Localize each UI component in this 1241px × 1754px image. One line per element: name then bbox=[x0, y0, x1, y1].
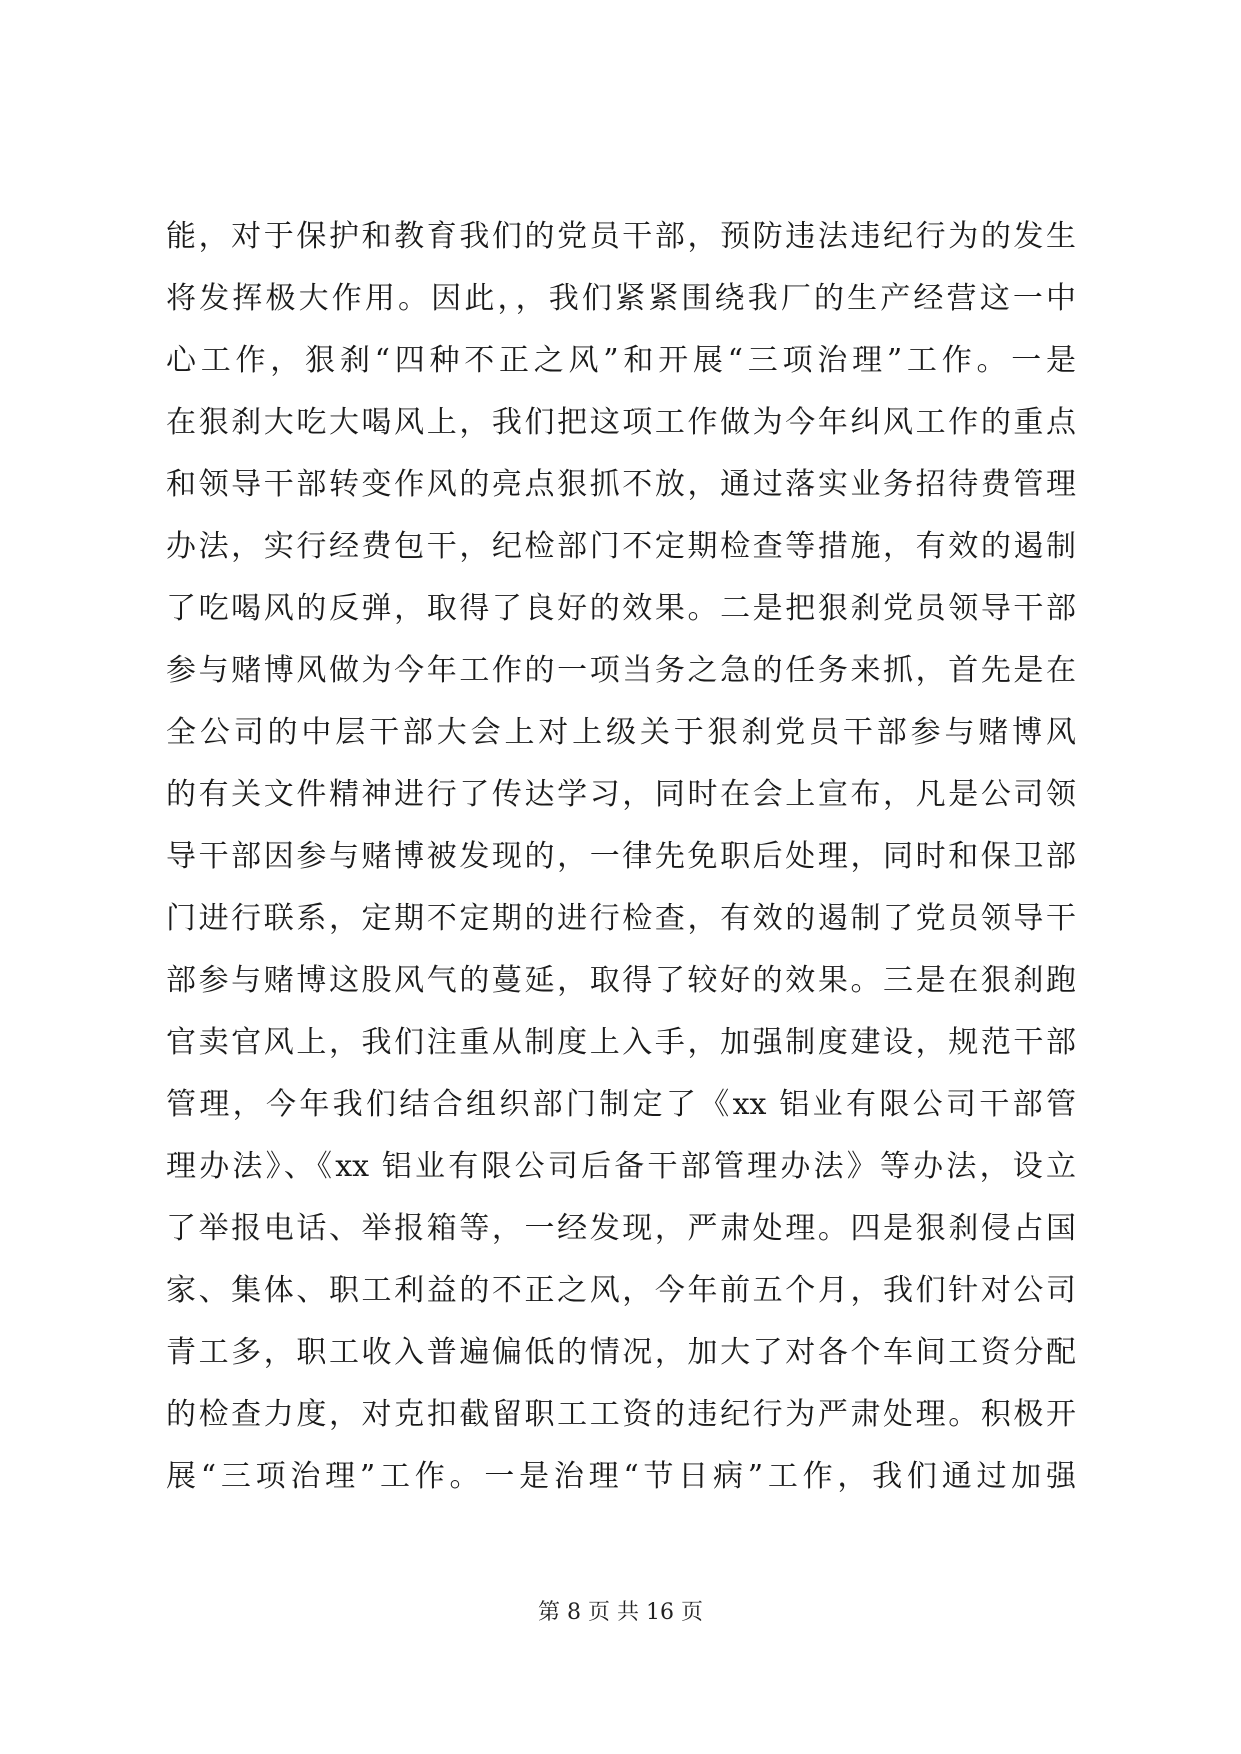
text-line: 能，对于保护和教育我们的党员干部，预防违法违纪行为的发生 bbox=[166, 219, 1076, 254]
text-line: 了吃喝风的反弹，取得了良好的效果。二是把狠刹党员领导干部 bbox=[166, 591, 1076, 626]
text-line: 导干部因参与赌博被发现的，一律先免职后处理，同时和保卫部 bbox=[166, 839, 1076, 874]
text-line: 办法，实行经费包干，纪检部门不定期检查等措施，有效的遏制 bbox=[166, 529, 1076, 564]
text-line: 青工多，职工收入普遍偏低的情况，加大了对各个车间工资分配 bbox=[166, 1335, 1076, 1370]
text-line: 的检查力度，对克扣截留职工工资的违纪行为严肃处理。积极开 bbox=[166, 1397, 1076, 1432]
text-line: 部参与赌博这股风气的蔓延，取得了较好的效果。三是在狠刹跑 bbox=[166, 963, 1076, 998]
text-line: 家、集体、职工利益的不正之风，今年前五个月，我们针对公司 bbox=[166, 1273, 1076, 1308]
text-line: 和领导干部转变作风的亮点狠抓不放，通过落实业务招待费管理 bbox=[166, 467, 1076, 502]
text-line: 心工作，狠刹“四种不正之风”和开展“三项治理”工作。一是 bbox=[166, 343, 1076, 378]
text-line: 展“三项治理”工作。一是治理“节日病”工作，我们通过加强 bbox=[166, 1459, 1076, 1494]
text-line: 参与赌博风做为今年工作的一项当务之急的任务来抓，首先是在 bbox=[166, 653, 1076, 688]
text-line: 全公司的中层干部大会上对上级关于狠刹党员干部参与赌博风 bbox=[166, 715, 1076, 750]
page-number-footer: 第 8 页 共 16 页 bbox=[538, 1600, 703, 1625]
text-line: 在狠刹大吃大喝风上，我们把这项工作做为今年纠风工作的重点 bbox=[166, 405, 1076, 440]
text-line: 将发挥极大作用。因此，，我们紧紧围绕我厂的生产经营这一中 bbox=[166, 281, 1076, 316]
text-line: 门进行联系，定期不定期的进行检查，有效的遏制了党员领导干 bbox=[166, 901, 1076, 936]
text-line: 了举报电话、举报箱等，一经发现，严肃处理。四是狠刹侵占国 bbox=[166, 1211, 1076, 1246]
text-line: 官卖官风上，我们注重从制度上入手，加强制度建设，规范干部 bbox=[166, 1025, 1076, 1060]
text-line: 管理，今年我们结合组织部门制定了《xx 铝业有限公司干部管 bbox=[166, 1087, 1076, 1122]
text-line: 理办法》、《xx 铝业有限公司后备干部管理办法》等办法，设立 bbox=[166, 1149, 1076, 1184]
text-line: 的有关文件精神进行了传达学习，同时在会上宣布，凡是公司领 bbox=[166, 777, 1076, 812]
body-text bbox=[166, 206, 1076, 1508]
